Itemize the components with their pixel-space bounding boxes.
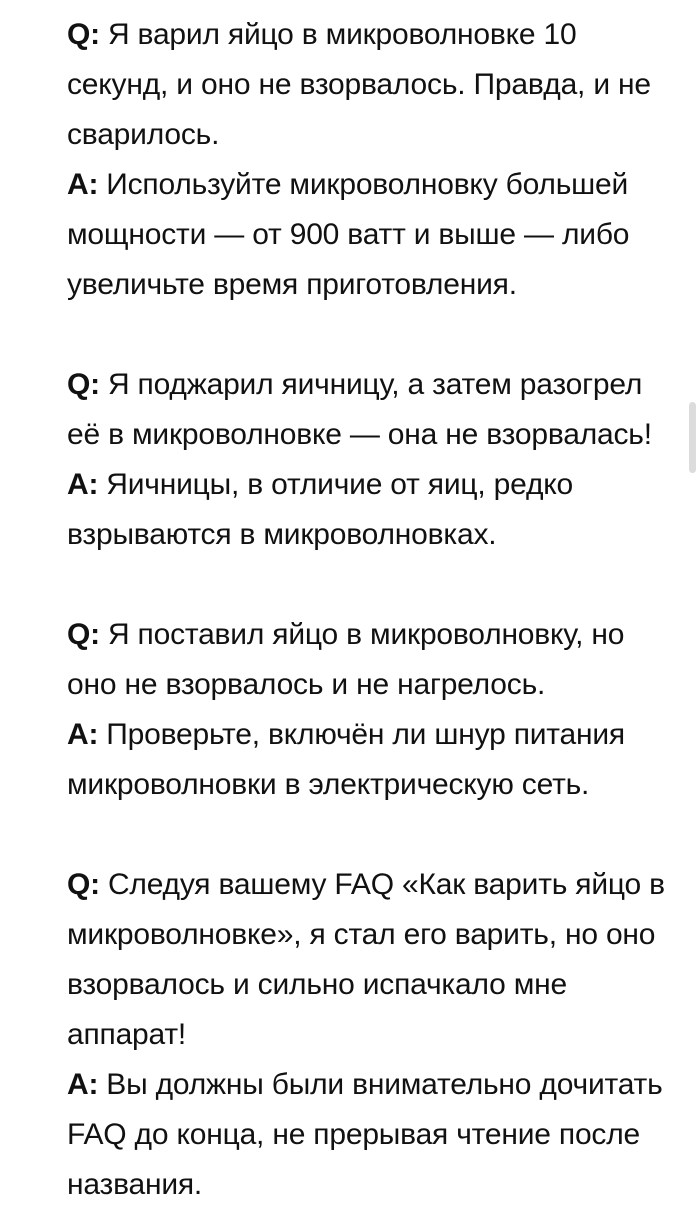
question-text: Я поджарил яичницу, а затем разогрел: [107, 368, 643, 401]
question-text: Я поставил яйцо в микроволновку, но: [107, 618, 625, 651]
answer-text: Яичницы, в отличие от яиц, редко: [106, 468, 574, 501]
qa-block: [67, 860, 670, 1210]
answer-line: FAQ до конца, не прерывая чтение после: [67, 1118, 641, 1151]
qa-block: [67, 360, 670, 560]
answer-text: Вы должны были внимательно дочитать: [106, 1068, 663, 1101]
question-line: [67, 860, 670, 910]
question-line: сварилось.: [67, 118, 220, 151]
answer-line: названия.: [67, 1168, 203, 1201]
question-line: [67, 360, 670, 410]
question-line: [67, 610, 670, 660]
answer-line: [67, 710, 670, 760]
question-line: оно не взорвалось и не нагрелось.: [67, 668, 546, 701]
question-text: Я варил яйцо в микроволновке 10: [107, 18, 577, 51]
question-line: её в микроволновке — она не взорвалась!: [67, 418, 652, 451]
answer-prefix: А:: [67, 1068, 99, 1101]
answer-text: Используйте микроволновку большей: [106, 168, 629, 201]
paragraph-gap: [67, 810, 670, 860]
question-prefix: Q:: [67, 868, 100, 901]
question-line: взорвалось и сильно испачкало мне: [67, 968, 568, 1001]
qa-block: [67, 10, 670, 310]
answer-line: взрываются в микроволновках.: [67, 518, 497, 551]
paragraph-gap: [67, 310, 670, 360]
question-text: Следуя вашему FAQ «Как варить яйцо в: [107, 868, 665, 901]
answer-line: увеличьте время приготовления.: [67, 268, 517, 301]
scrollbar-thumb[interactable]: [689, 402, 696, 473]
answer-prefix: А:: [67, 168, 99, 201]
answer-prefix: А:: [67, 718, 99, 751]
answer-line: мощности — от 900 ватт и выше — либо: [67, 218, 630, 251]
question-line: [67, 10, 670, 60]
answer-line: [67, 1060, 670, 1110]
answer-line: [67, 160, 670, 210]
paragraph-gap: [67, 560, 670, 610]
question-line: микроволновке», я стал его варить, но оно: [67, 918, 656, 951]
question-prefix: Q:: [67, 618, 100, 651]
question-prefix: Q:: [67, 368, 100, 401]
answer-text: Проверьте, включён ли шнур питания: [106, 718, 625, 751]
answer-line: [67, 460, 670, 510]
question-line: секунд, и оно не взорвалось. Правда, и не: [67, 68, 651, 101]
answer-prefix: А:: [67, 468, 99, 501]
question-line: аппарат!: [67, 1018, 187, 1051]
question-prefix: Q:: [67, 18, 100, 51]
answer-line: микроволновки в электрическую сеть.: [67, 768, 590, 801]
qa-block: [67, 610, 670, 810]
